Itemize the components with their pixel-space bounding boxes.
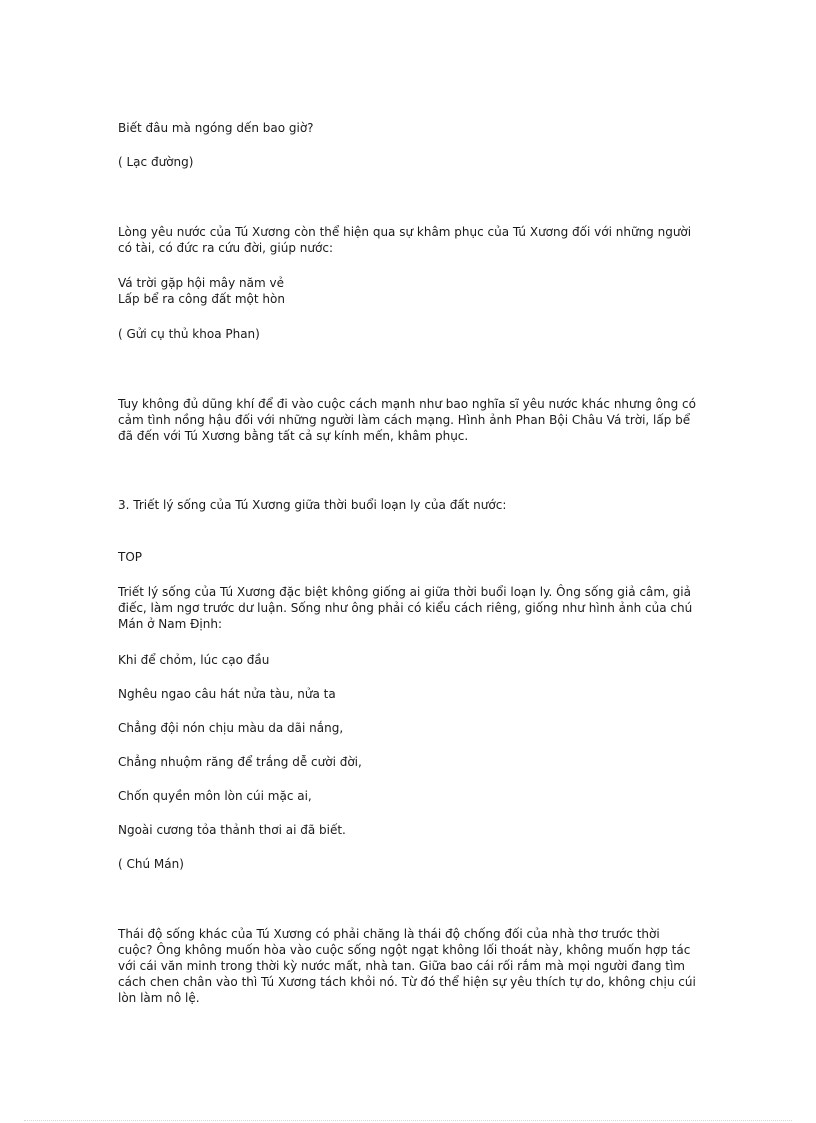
top-link[interactable]: TOP — [118, 550, 143, 564]
poem-line: Nghêu ngao câu hát nửa tàu, nửa ta — [118, 687, 336, 701]
poem-citation: ( Chú Mán) — [118, 857, 184, 871]
paragraph: Thái độ sống khác của Tú Xương có phải chăng là thái độ chống đối của nhà thơ trước thời cuộc? Ông không muốn hòa vào cuộc sống ngột ngạt không lối thoát này, không muốn hợp tác với cái văn minh trong thời kỳ nước mất, nhà tan. Giữa bao cái rối rắm mà mọi người đang tìm cách chen chân vào thì Tú Xương tách khỏi nó. Từ đó thể hiện sự yêu thích tự do, không chịu cúi lòn làm nô lệ. — [118, 927, 696, 1005]
poem-citation: ( Lạc đường) — [118, 155, 194, 169]
poem-line: Ngoài cương tỏa thảnh thơi ai đã biết. — [118, 823, 346, 837]
poem-line: Biết đâu mà ngóng dến bao giờ? — [118, 121, 314, 135]
poem-line: Chốn quyền môn lòn cúi mặc ai, — [118, 789, 312, 803]
poem-line: Khi để chỏm, lúc cạo đầu — [118, 653, 270, 667]
paragraph: Lòng yêu nước của Tú Xương còn thể hiện qua sự khâm phục của Tú Xương đối với những người có tài, có đức ra cứu đời, giúp nước: — [118, 225, 692, 255]
section-heading: 3. Triết lý sống của Tú Xương giữa thời buổi loạn ly của đất nước: — [118, 498, 507, 512]
poem-citation: ( Gửi cụ thủ khoa Phan) — [118, 327, 260, 341]
paragraph: Triết lý sống của Tú Xương đặc biệt không giống ai giữa thời buổi loạn ly. Ông sống giả câm, giả điếc, làm ngơ trước dư luận. Sống như ông phải có kiểu cách riêng, giống như hình ảnh của chú Mán ở Nam Định: — [118, 585, 693, 631]
poem-stanza: Vá trời gặp hội mây năm vẻ Lấp bể ra công đất một hòn — [118, 276, 285, 306]
paragraph: Tuy không đủ dũng khí để đi vào cuộc cách mạnh như bao nghĩa sĩ yêu nước khác nhưng ông có cảm tình nồng hậu đối với những người làm cách mạng. Hình ảnh Phan Bội Châu Vá trời, lấp bể đã đến với Tú Xương bằng tất cả sự kính mến, khâm phục. — [118, 397, 696, 443]
poem-line: Chẳng đội nón chịu màu da dãi nắng, — [118, 721, 344, 735]
page-bottom-divider — [24, 1120, 792, 1121]
poem-line: Chẳng nhuộm răng để trắng dễ cười đời, — [118, 755, 362, 769]
